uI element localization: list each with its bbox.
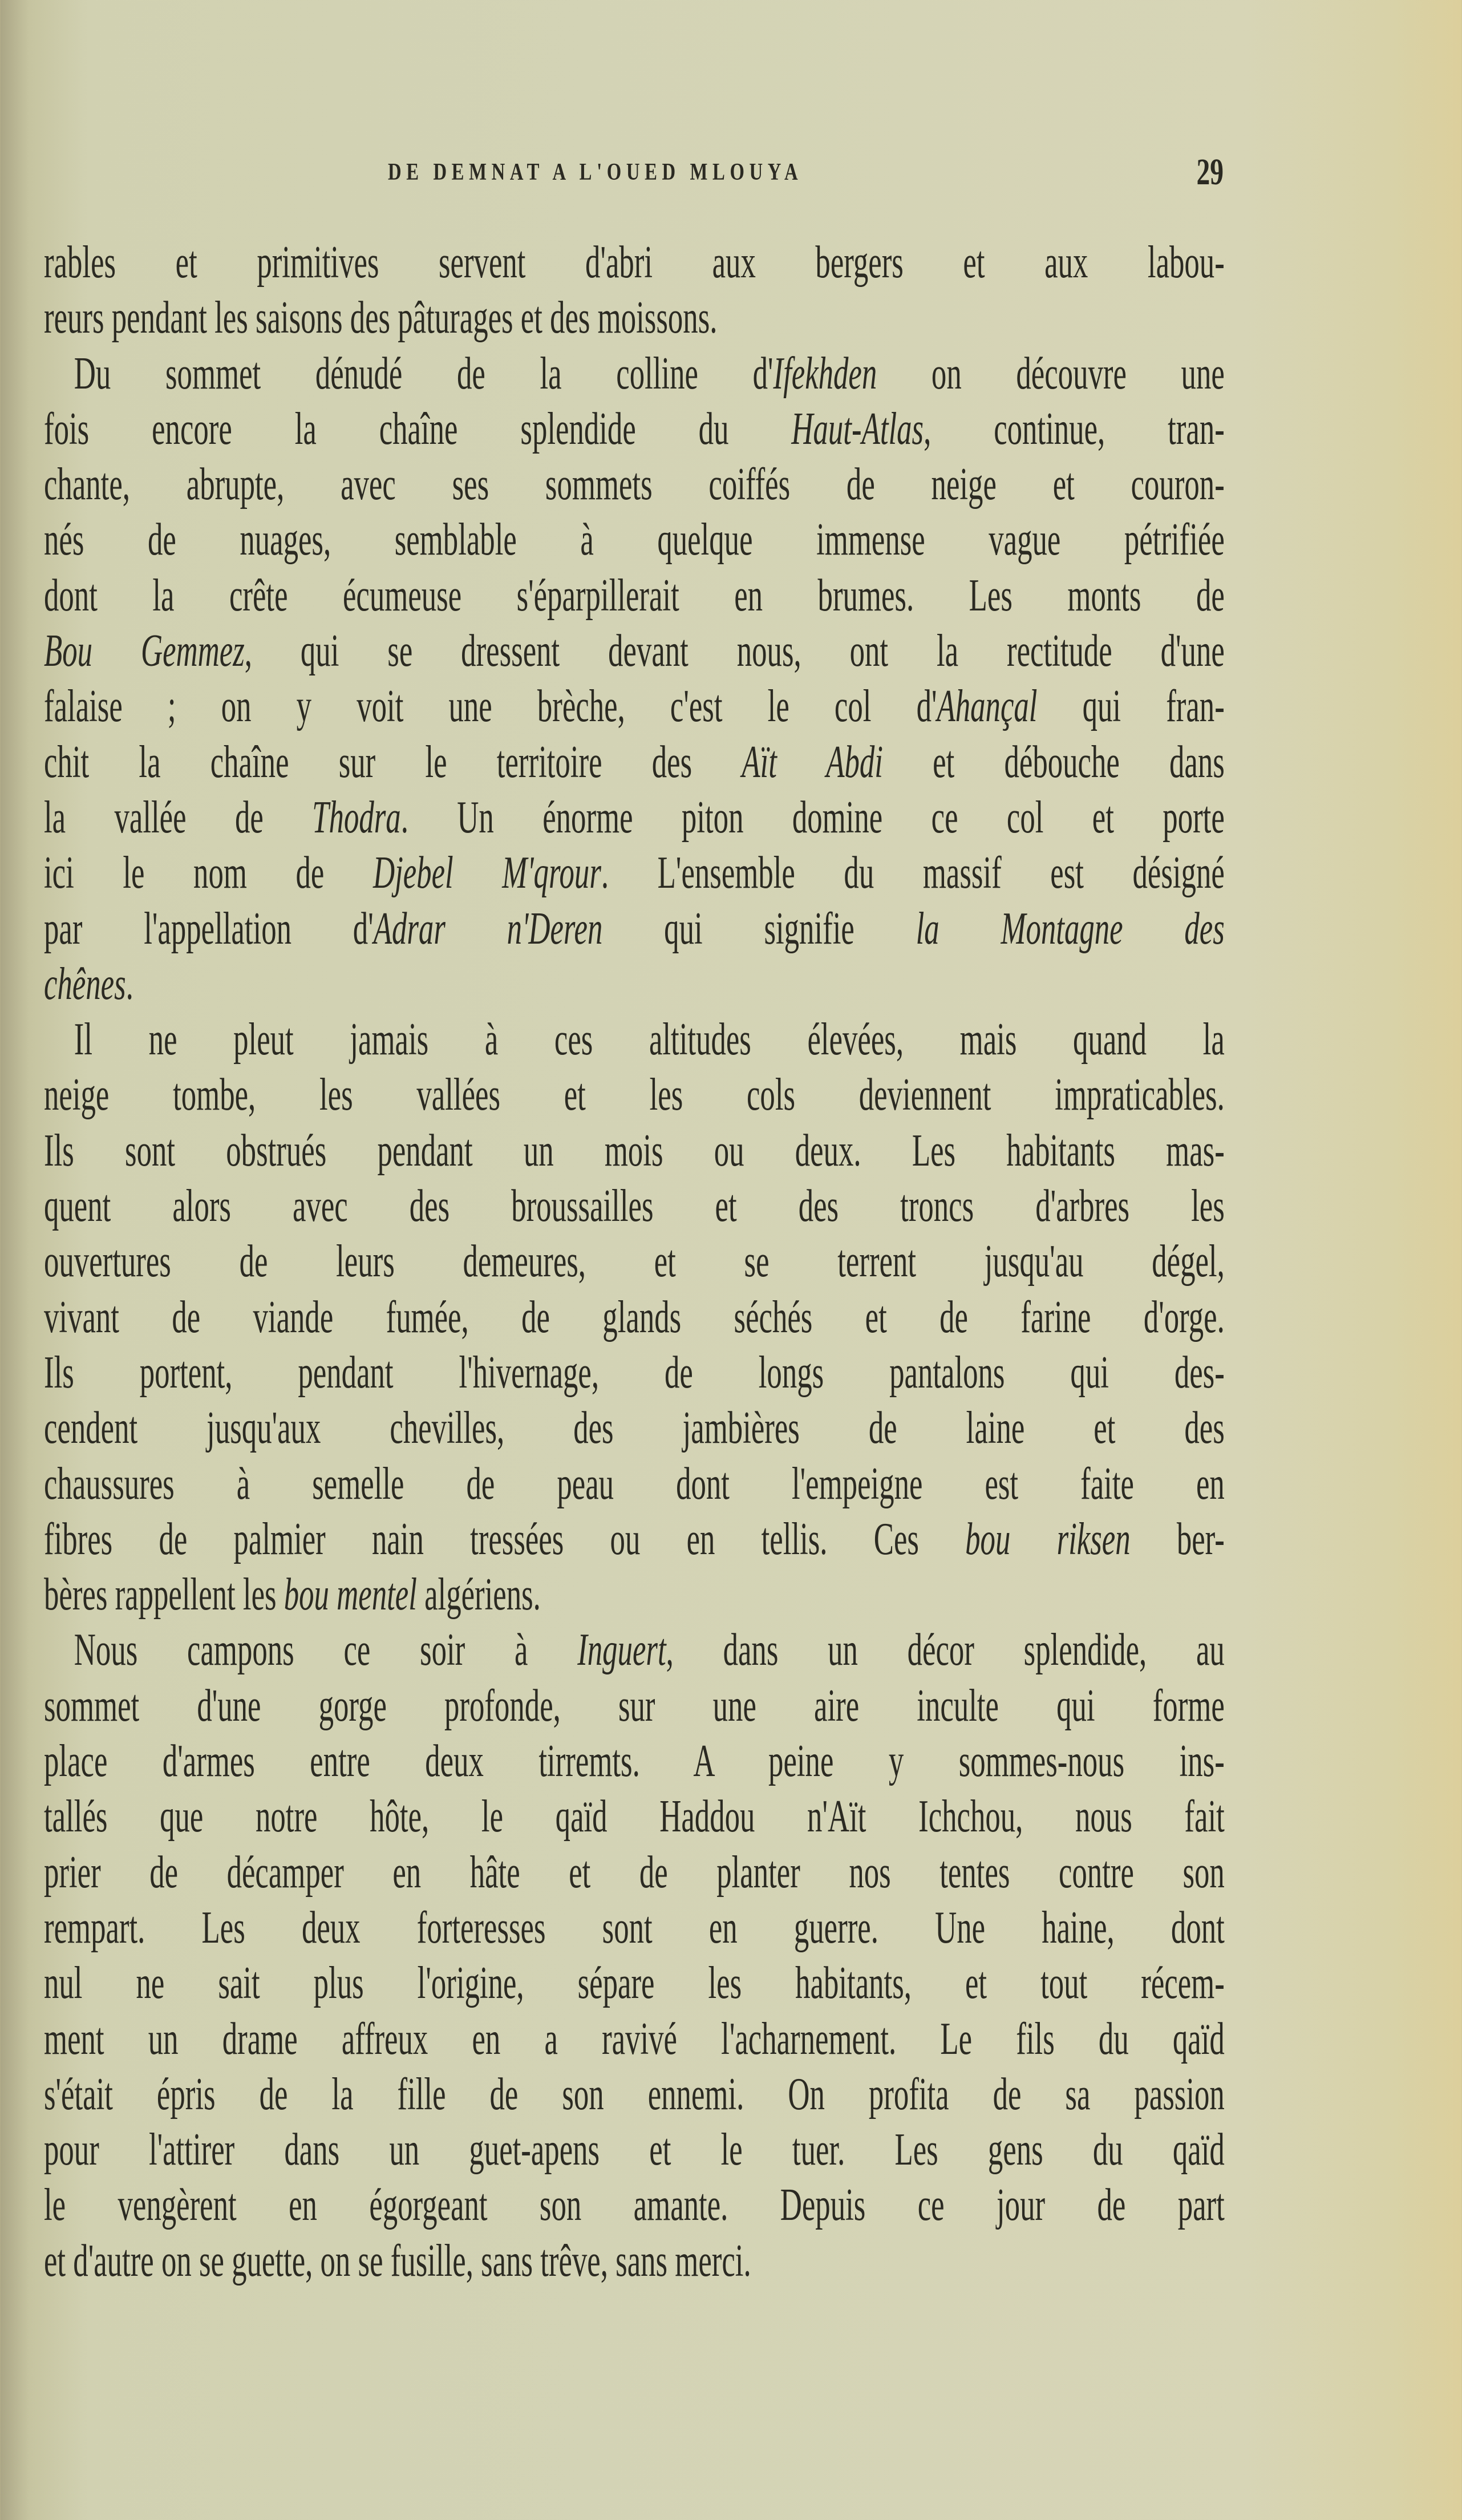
text-run: sommet d'une gorge profonde, sur une aire inculte qui forme [44, 1680, 1225, 1731]
text-line [44, 679, 1225, 734]
text-line-content [44, 2012, 1225, 2067]
text-line-content [44, 901, 1225, 957]
text-run: reurs pendant les saisons des pâturages et des moissons. [44, 293, 718, 343]
text-run: chante, abrupte, avec ses sommets coiffés de neige et couron- [44, 459, 1225, 510]
text-line-content [44, 568, 1225, 624]
text-line [44, 402, 1225, 457]
text-line-content [44, 1234, 1225, 1289]
text-line-content [44, 679, 1225, 734]
text-line-content [44, 1567, 1225, 1623]
text-line [44, 1567, 1225, 1623]
text-run: rables et primitives servent d'abri aux bergers et aux labou- [44, 237, 1225, 288]
text-run: . Un énorme piton domine ce col et porte [400, 792, 1225, 843]
text-run: s'était épris de la fille de son ennemi. On profita de sa passion [44, 2069, 1225, 2119]
text-run: et débouche dans [882, 737, 1225, 787]
text-run: par l'appellation d' [44, 903, 374, 954]
text-line [44, 1345, 1225, 1401]
text-line [44, 346, 1225, 402]
text-line [44, 735, 1225, 790]
italic-term: bou mentel [284, 1570, 417, 1620]
text-line [44, 1956, 1225, 2011]
text-line [44, 1123, 1225, 1179]
text-line [44, 2122, 1225, 2178]
text-run: pour l'attirer dans un guet-apens et le tuer. Les gens du qaïd [44, 2125, 1225, 2175]
text-run: rempart. Les deux forteresses sont en guerre. Une haine, dont [44, 1902, 1225, 1953]
text-line-content [44, 2234, 1225, 2289]
text-line-content [44, 1956, 1225, 2011]
text-line [44, 624, 1225, 679]
text-line-content [44, 1900, 1225, 1956]
text-run: bères rappellent les [44, 1570, 284, 1620]
text-line-content [44, 790, 1225, 846]
text-line [44, 2234, 1225, 2289]
text-line-content [44, 1678, 1225, 1734]
text-run: . [125, 958, 133, 1009]
italic-term: Thodra [312, 792, 401, 843]
text-run: fibres de palmier nain tressées ou en tellis. Ces [44, 1514, 966, 1564]
text-line [44, 2012, 1225, 2067]
text-line-content [44, 735, 1225, 790]
text-run: place d'armes entre deux tirremts. A peine y sommes-nous ins- [44, 1736, 1225, 1787]
text-line [44, 568, 1225, 624]
text-line [44, 1012, 1225, 1067]
text-run: nul ne sait plus l'origine, sépare les habitants, et tout récem- [44, 1958, 1225, 2009]
text-run: chaussures à semelle de peau dont l'empeigne est faite en [44, 1458, 1225, 1509]
text-run: ouvertures de leurs demeures, et se terrent jusqu'au dégel, [44, 1236, 1225, 1287]
text-run: chit la chaîne sur le territoire des [44, 737, 742, 787]
text-line-content [44, 1290, 1225, 1345]
italic-term: Ahançal [937, 681, 1038, 732]
text-run: fois encore la chaîne splendide du [44, 403, 792, 454]
text-run: , continue, tran- [924, 403, 1225, 454]
italic-term: Bou Gemmez [44, 626, 245, 677]
running-title: DE DEMNAT A L'OUED MLOUYA [388, 159, 803, 185]
text-line [44, 1290, 1225, 1345]
text-run: qui fran- [1037, 681, 1225, 732]
italic-term: Haut-Atlas [791, 403, 924, 454]
text-run: le vengèrent en égorgeant son amante. Depuis ce jour de part [44, 2180, 1225, 2231]
paragraph [44, 346, 1225, 1013]
text-run: tallés que notre hôte, le qaïd Haddou n'Aït Ichchou, nous fait [44, 1791, 1225, 1842]
text-run: , qui se dressent devant nous, ont la rectitude d'une [244, 626, 1225, 677]
italic-term: bou riksen [965, 1514, 1131, 1564]
text-line-content [44, 235, 1225, 290]
text-line-content [44, 1734, 1225, 1789]
text-line [44, 1067, 1225, 1123]
paragraph [44, 235, 1225, 346]
text-line [44, 1457, 1225, 1512]
text-run: Il ne pleut jamais à ces altitudes élevées, mais quand la [74, 1014, 1225, 1065]
text-line-content [44, 346, 1225, 402]
text-line [44, 790, 1225, 846]
text-line-content [44, 1179, 1225, 1234]
text-line [44, 1512, 1225, 1567]
text-run: vivant de viande fumée, de glands séchés et de farine d'orge. [44, 1292, 1225, 1342]
text-line-content [44, 512, 1225, 568]
text-run: on découvre une [877, 348, 1225, 399]
text-line [44, 1179, 1225, 1234]
text-line-content [44, 402, 1225, 457]
text-line [44, 2178, 1225, 2233]
text-line [44, 1845, 1225, 1900]
text-line-content [44, 1623, 1225, 1678]
text-line [44, 1789, 1225, 1845]
text-line-content [44, 457, 1225, 512]
text-run: , dans un décor splendide, au [666, 1625, 1225, 1676]
text-line-content [44, 2122, 1225, 2178]
text-line-content [44, 1012, 1225, 1067]
text-run: Ils sont obstrués pendant un mois ou deux. Les habitants mas- [44, 1125, 1225, 1176]
text-line [44, 290, 1225, 346]
text-run: quent alors avec des broussailles et des troncs d'arbres les [44, 1181, 1225, 1232]
text-line [44, 457, 1225, 512]
text-run: ment un drame affreux en a ravivé l'acharnement. Le fils du qaïd [44, 2013, 1225, 2064]
text-line-content [44, 1789, 1225, 1845]
text-line-content [44, 1457, 1225, 1512]
italic-term: la Montagne des [916, 903, 1225, 954]
text-line [44, 901, 1225, 957]
text-line [44, 235, 1225, 290]
text-line-content [44, 2067, 1225, 2122]
text-line-content [44, 1401, 1225, 1456]
italic-term: Adrar n'Deren [373, 903, 603, 954]
text-line-content [44, 1067, 1225, 1123]
text-run: dont la crête écumeuse s'éparpillerait en brumes. Les monts de [44, 570, 1225, 621]
text-line-content [44, 624, 1225, 679]
text-line-content [44, 1123, 1225, 1179]
text-run: Ils portent, pendant l'hivernage, de longs pantalons qui des- [44, 1347, 1225, 1398]
text-line [44, 512, 1225, 568]
text-run: ber- [1130, 1514, 1225, 1564]
page-number: 29 [1196, 151, 1224, 193]
text-run: ici le nom de [44, 848, 373, 899]
text-run: prier de décamper en hâte et de planter nos tentes contre son [44, 1847, 1225, 1898]
text-run: Du sommet dénudé de la colline d' [74, 348, 773, 399]
text-run: nés de nuages, semblable à quelque immense vague pétrifiée [44, 515, 1225, 565]
italic-term: Djebel M'qrour [372, 848, 601, 899]
text-line [44, 1401, 1225, 1456]
italic-term: Inguert [577, 1625, 666, 1676]
paragraph [44, 1012, 1225, 1623]
text-line [44, 1678, 1225, 1734]
text-line [44, 1623, 1225, 1678]
running-head [388, 149, 1224, 195]
text-run: algériens. [416, 1570, 541, 1620]
text-line-content [44, 1512, 1225, 1567]
text-line-content [44, 1845, 1225, 1900]
text-line-content [44, 957, 1225, 1012]
text-run: qui signifie [602, 903, 916, 954]
text-run: la vallée de [44, 792, 313, 843]
text-run: neige tombe, les vallées et les cols deviennent impraticables. [44, 1070, 1225, 1121]
paragraph [44, 1623, 1225, 2289]
text-run: falaise ; on y voit une brèche, c'est le col d' [44, 681, 937, 732]
text-line-content [44, 2178, 1225, 2233]
text-line [44, 957, 1225, 1012]
text-line-content [44, 290, 1225, 346]
text-line [44, 846, 1225, 901]
text-run: cendent jusqu'aux chevilles, des jambières de laine et des [44, 1403, 1225, 1454]
text-line [44, 1734, 1225, 1789]
text-run: Nous campons ce soir à [74, 1625, 578, 1676]
text-line [44, 1900, 1225, 1956]
text-line-content [44, 846, 1225, 901]
text-run: et d'autre on se guette, on se fusille, sans trêve, sans merci. [44, 2235, 751, 2286]
italic-term: Ifekhden [773, 348, 877, 399]
text-line-content [44, 1345, 1225, 1401]
italic-term: Aït Abdi [742, 737, 883, 787]
text-line [44, 1234, 1225, 1289]
text-line [44, 2067, 1225, 2122]
body-text [44, 235, 1225, 2289]
italic-term: chênes [44, 958, 126, 1009]
text-run: . L'ensemble du massif est désigné [601, 848, 1225, 899]
